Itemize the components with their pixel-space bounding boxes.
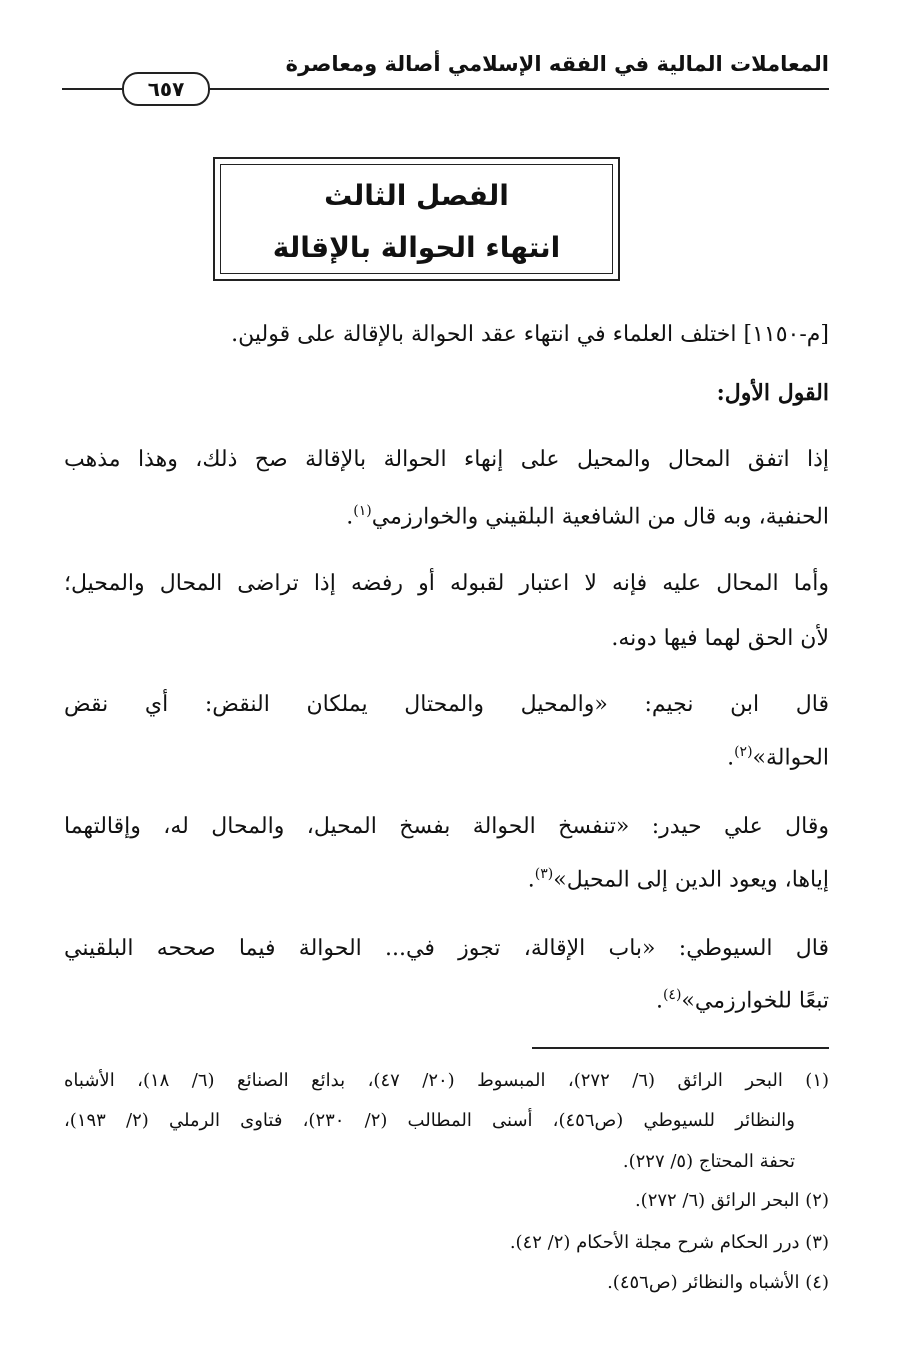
chapter-title-box <box>213 157 620 281</box>
period: . <box>346 504 354 530</box>
intro-paragraph: [م-١١٥٠] اختلف العلماء في انتهاء عقد الحوالة بالإقالة على قولين. <box>231 322 829 347</box>
first-opinion-heading: القول الأول: <box>716 380 829 406</box>
period: . <box>655 988 663 1014</box>
footnote-separator <box>532 1047 829 1049</box>
paragraph-1-line-1: إذا اتفق المحال والمحيل على إنهاء الحوالة بالإقالة صح ذلك، وهذا مذهب <box>64 447 829 472</box>
paragraph-3-text: الحوالة» <box>752 745 829 771</box>
footnote-1-line-2: والنظائر للسيوطي (ص٤٥٦)، أسنى المطالب (٢/ ٢٣٠)، فتاوى الرملي (٢/ ١٩٣)، <box>64 1110 795 1131</box>
chapter-number: الفصل الثالث <box>324 179 509 212</box>
paragraph-3-line-1: قال ابن نجيم: «والمحيل والمحتال يملكان النقض: أي نقض <box>64 692 829 717</box>
paragraph-3-line-2 <box>727 744 829 772</box>
running-header-title: المعاملات المالية في الفقه الإسلامي أصالة ومعاصرة <box>285 52 829 76</box>
paragraph-4-line-1: وقال علي حيدر: «تنفسخ الحوالة بفسخ المحيل، والمحال له، وإقالتهما <box>64 814 829 839</box>
paragraph-5-line-2 <box>656 987 829 1015</box>
footnote-2: (٢) البحر الرائق (٦/ ٢٧٢). <box>634 1190 829 1211</box>
footnote-ref-1: (١) <box>353 503 372 519</box>
footnote-3: (٣) درر الحكام شرح مجلة الأحكام (٢/ ٤٢). <box>509 1232 829 1253</box>
paragraph-1-line-2 <box>346 503 829 531</box>
paragraph-5-text: تبعًا للخوارزمي» <box>681 988 829 1014</box>
chapter-title: انتهاء الحوالة بالإقالة <box>272 231 561 264</box>
period: . <box>727 745 735 771</box>
paragraph-5-line-1: قال السيوطي: «باب الإقالة، تجوز في... الحوالة فيما صححه البلقيني <box>64 936 829 961</box>
footnote-ref-2: (٢) <box>734 744 753 760</box>
page-number: ٦٥٧ <box>122 72 210 106</box>
footnote-4: (٤) الأشباه والنظائر (ص٤٥٦). <box>607 1272 829 1293</box>
footnote-1-line-1: (١) البحر الرائق (٦/ ٢٧٢)، المبسوط (٢٠/ ٤٧)، بدائع الصنائع (٦/ ١٨)، الأشباه <box>64 1070 830 1091</box>
footnote-ref-3: (٣) <box>534 866 554 882</box>
paragraph-2-line-1: وأما المحال عليه فإنه لا اعتبار لقبوله أو رفضه إذا تراضى المحال والمحيل؛ <box>64 571 829 596</box>
paragraph-4-line-2 <box>528 866 829 894</box>
paragraph-4-text: إياها، ويعود الدين إلى المحيل» <box>553 867 829 893</box>
period: . <box>527 867 535 893</box>
paragraph-2-line-2: لأن الحق لهما فيها دونه. <box>611 626 829 651</box>
paragraph-1-text: الحنفية، وبه قال من الشافعية البلقيني والخوارزمي <box>371 504 829 530</box>
footnote-1-line-3: تحفة المحتاج (٥/ ٢٢٧). <box>622 1151 795 1172</box>
footnote-ref-4: (٤) <box>662 987 682 1003</box>
